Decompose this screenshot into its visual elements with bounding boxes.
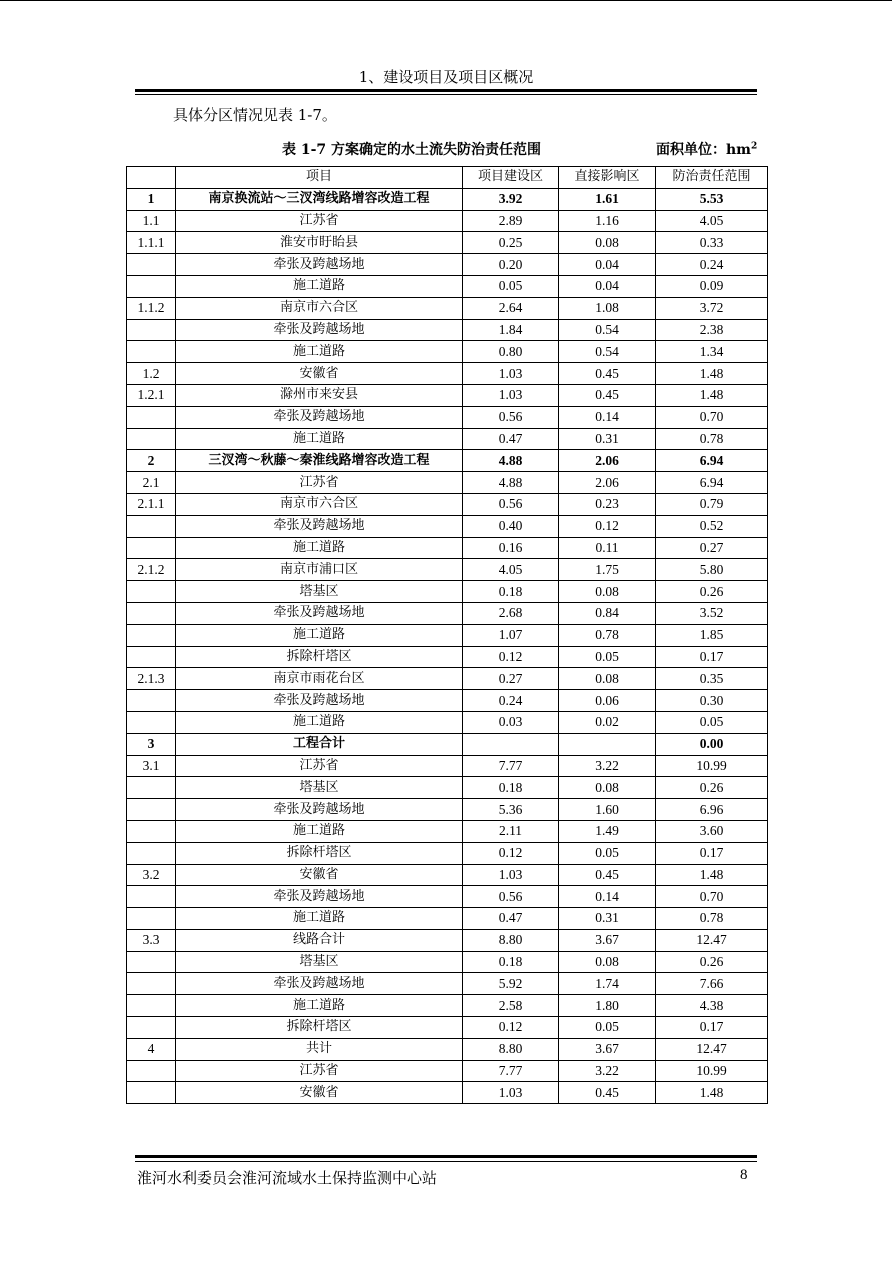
direct-impact-value: 0.54 [559,341,656,363]
table-body [127,188,768,1103]
construction-area-value: 2.89 [463,210,559,232]
header-rule-thin [135,94,757,95]
construction-area-value: 0.25 [463,232,559,254]
row-item-name: 线路合计 [176,929,463,951]
row-number [127,777,176,799]
construction-area-value: 0.18 [463,777,559,799]
responsibility-scope-value: 0.78 [656,428,768,450]
table-row [127,472,768,494]
row-number: 1.2 [127,363,176,385]
row-number: 2.1.3 [127,668,176,690]
direct-impact-value: 0.08 [559,951,656,973]
row-number [127,254,176,276]
table-row [127,755,768,777]
table-row [127,428,768,450]
row-item-name: 塔基区 [176,951,463,973]
responsibility-scope-value: 5.53 [656,188,768,210]
direct-impact-value: 0.12 [559,515,656,537]
table-row [127,929,768,951]
table-row [127,319,768,341]
construction-area-value: 0.24 [463,690,559,712]
row-number [127,973,176,995]
page-number: 8 [740,1167,748,1183]
construction-area-value: 2.64 [463,297,559,319]
col-header-item: 项目 [176,167,463,189]
direct-impact-value: 0.14 [559,886,656,908]
direct-impact-value: 3.67 [559,1038,656,1060]
row-item-name: 牵张及跨越场地 [176,973,463,995]
table-row [127,188,768,210]
direct-impact-value: 0.23 [559,493,656,515]
responsibility-scope-value: 12.47 [656,929,768,951]
direct-impact-value: 0.04 [559,275,656,297]
construction-area-value: 1.07 [463,624,559,646]
responsibility-scope-value: 12.47 [656,1038,768,1060]
table-row [127,384,768,406]
row-number [127,842,176,864]
responsibility-scope-value: 6.96 [656,799,768,821]
responsibility-scope-value: 4.05 [656,210,768,232]
row-number [127,908,176,930]
direct-impact-value: 2.06 [559,472,656,494]
table-header-row [127,167,768,189]
responsibility-scope-value: 3.60 [656,820,768,842]
row-item-name: 南京市浦口区 [176,559,463,581]
row-number [127,341,176,363]
direct-impact-value: 0.31 [559,908,656,930]
footer-rule-thick [135,1155,757,1158]
construction-area-value: 0.20 [463,254,559,276]
table-row [127,842,768,864]
construction-area-value: 5.36 [463,799,559,821]
table-row [127,799,768,821]
construction-area-value: 0.27 [463,668,559,690]
direct-impact-value: 1.80 [559,995,656,1017]
row-number: 2 [127,450,176,472]
row-item-name: 江苏省 [176,755,463,777]
direct-impact-value: 0.08 [559,668,656,690]
construction-area-value: 0.16 [463,537,559,559]
direct-impact-value: 3.67 [559,929,656,951]
construction-area-value: 0.40 [463,515,559,537]
direct-impact-value: 0.78 [559,624,656,646]
col-header-no [127,167,176,189]
responsibility-scope-value: 3.72 [656,297,768,319]
responsibility-scope-value: 1.85 [656,624,768,646]
table-row [127,493,768,515]
table-caption: 表 1-7 方案确定的水土流失防治责任范围 [282,142,542,158]
direct-impact-value: 0.05 [559,842,656,864]
construction-area-value: 2.11 [463,820,559,842]
direct-impact-value: 0.05 [559,646,656,668]
col-header-construction-area: 项目建设区 [463,167,559,189]
table-row [127,1082,768,1104]
row-item-name: 江苏省 [176,1060,463,1082]
construction-area-value: 1.03 [463,864,559,886]
table-row [127,450,768,472]
row-number: 3 [127,733,176,755]
construction-area-value: 7.77 [463,755,559,777]
direct-impact-value: 3.22 [559,755,656,777]
table-row [127,515,768,537]
table-row [127,1038,768,1060]
construction-area-value: 4.05 [463,559,559,581]
table-row [127,908,768,930]
responsibility-scope-value: 2.38 [656,319,768,341]
table-row [127,820,768,842]
direct-impact-value: 1.08 [559,297,656,319]
responsibility-scope-value: 0.35 [656,668,768,690]
construction-area-value: 1.03 [463,363,559,385]
construction-area-value: 0.05 [463,275,559,297]
responsibility-scope-value: 0.17 [656,842,768,864]
responsibility-scope-value: 0.26 [656,951,768,973]
row-item-name: 牵张及跨越场地 [176,799,463,821]
construction-area-value: 8.80 [463,929,559,951]
direct-impact-value: 0.11 [559,537,656,559]
row-item-name: 施工道路 [176,995,463,1017]
row-number: 1 [127,188,176,210]
page-header-title: 1、建设项目及项目区概况 [358,68,534,86]
row-item-name: 施工道路 [176,341,463,363]
page-top-border [0,0,892,1]
row-number: 4 [127,1038,176,1060]
row-item-name: 淮安市盱眙县 [176,232,463,254]
row-item-name: 拆除杆塔区 [176,842,463,864]
construction-area-value: 0.56 [463,406,559,428]
row-item-name: 施工道路 [176,711,463,733]
row-number: 1.1 [127,210,176,232]
direct-impact-value: 0.54 [559,319,656,341]
responsibility-scope-value: 0.26 [656,581,768,603]
direct-impact-value: 1.75 [559,559,656,581]
row-item-name: 塔基区 [176,777,463,799]
row-number [127,1060,176,1082]
table-row [127,777,768,799]
construction-area-value: 8.80 [463,1038,559,1060]
table-unit-label: 面积单位：hm [656,142,751,158]
table-row [127,733,768,755]
responsibility-scope-value: 0.52 [656,515,768,537]
construction-area-value: 5.92 [463,973,559,995]
row-item-name: 南京市六合区 [176,297,463,319]
row-number: 1.2.1 [127,384,176,406]
direct-impact-value: 0.02 [559,711,656,733]
row-number [127,799,176,821]
table-row [127,624,768,646]
row-number: 2.1.2 [127,559,176,581]
row-number [127,515,176,537]
responsibility-scope-value: 10.99 [656,755,768,777]
row-number [127,711,176,733]
table-row [127,363,768,385]
table-row [127,864,768,886]
direct-impact-value: 3.22 [559,1060,656,1082]
construction-area-value: 1.84 [463,319,559,341]
table-row [127,210,768,232]
row-number [127,690,176,712]
row-item-name: 施工道路 [176,820,463,842]
row-item-name: 拆除杆塔区 [176,1017,463,1039]
header-rule-thick [135,89,757,92]
row-item-name: 拆除杆塔区 [176,646,463,668]
direct-impact-value: 1.61 [559,188,656,210]
table-row [127,602,768,624]
responsibility-scope-value: 7.66 [656,973,768,995]
construction-area-value [463,733,559,755]
row-number [127,886,176,908]
row-number [127,319,176,341]
construction-area-value: 0.56 [463,493,559,515]
row-number: 3.1 [127,755,176,777]
construction-area-value: 1.03 [463,1082,559,1104]
table-unit-sup: 2 [751,141,758,152]
direct-impact-value: 0.45 [559,864,656,886]
responsibility-scope-value: 0.24 [656,254,768,276]
row-number [127,820,176,842]
direct-impact-value: 0.05 [559,1017,656,1039]
direct-impact-value: 0.84 [559,602,656,624]
table-row [127,1060,768,1082]
table-row [127,406,768,428]
row-item-name: 牵张及跨越场地 [176,602,463,624]
row-number [127,602,176,624]
construction-area-value: 2.58 [463,995,559,1017]
direct-impact-value: 0.45 [559,363,656,385]
construction-area-value: 0.47 [463,908,559,930]
responsibility-scope-value: 0.79 [656,493,768,515]
direct-impact-value: 1.74 [559,973,656,995]
direct-impact-value [559,733,656,755]
direct-impact-value: 2.06 [559,450,656,472]
row-item-name: 施工道路 [176,537,463,559]
direct-impact-value: 0.31 [559,428,656,450]
construction-area-value: 1.03 [463,384,559,406]
row-item-name: 牵张及跨越场地 [176,886,463,908]
row-item-name: 牵张及跨越场地 [176,515,463,537]
row-number [127,275,176,297]
responsibility-scope-value: 0.05 [656,711,768,733]
row-number [127,624,176,646]
table-row [127,254,768,276]
direct-impact-value: 0.45 [559,1082,656,1104]
row-item-name: 牵张及跨越场地 [176,319,463,341]
row-number [127,406,176,428]
row-item-name: 安徽省 [176,864,463,886]
row-item-name: 滁州市来安县 [176,384,463,406]
responsibility-scope-value: 0.33 [656,232,768,254]
row-item-name: 安徽省 [176,363,463,385]
table-row [127,646,768,668]
construction-area-value: 0.12 [463,1017,559,1039]
table-row [127,1017,768,1039]
direct-impact-value: 1.16 [559,210,656,232]
row-number: 2.1 [127,472,176,494]
row-number [127,646,176,668]
row-item-name: 江苏省 [176,472,463,494]
intro-text: 具体分区情况见表 1-7。 [173,106,337,124]
table-row [127,951,768,973]
table-row [127,275,768,297]
row-item-name: 江苏省 [176,210,463,232]
responsibility-scope-value: 0.00 [656,733,768,755]
row-number [127,995,176,1017]
row-number: 3.3 [127,929,176,951]
responsibility-scope-value: 6.94 [656,472,768,494]
table-row [127,232,768,254]
row-number [127,537,176,559]
responsibility-scope-value: 1.48 [656,1082,768,1104]
responsibility-scope-value: 1.48 [656,864,768,886]
col-header-direct-impact-area: 直接影响区 [559,167,656,189]
table-row [127,973,768,995]
row-number [127,581,176,603]
row-number [127,428,176,450]
table-row [127,559,768,581]
row-item-name: 牵张及跨越场地 [176,690,463,712]
row-item-name: 施工道路 [176,908,463,930]
row-item-name: 施工道路 [176,275,463,297]
responsibility-scope-value: 0.70 [656,886,768,908]
responsibility-scope-value: 10.99 [656,1060,768,1082]
row-item-name: 牵张及跨越场地 [176,406,463,428]
table-row [127,297,768,319]
row-number [127,1017,176,1039]
direct-impact-value: 0.45 [559,384,656,406]
construction-area-value: 0.80 [463,341,559,363]
responsibility-scope-value: 3.52 [656,602,768,624]
row-number: 3.2 [127,864,176,886]
table-row [127,690,768,712]
row-number: 1.1.1 [127,232,176,254]
construction-area-value: 0.18 [463,581,559,603]
responsibility-scope-value: 0.27 [656,537,768,559]
col-header-responsibility-scope: 防治责任范围 [656,167,768,189]
responsibility-scope-value: 1.34 [656,341,768,363]
row-number: 2.1.1 [127,493,176,515]
direct-impact-value: 1.60 [559,799,656,821]
row-item-name: 工程合计 [176,733,463,755]
row-item-name: 牵张及跨越场地 [176,254,463,276]
construction-area-value: 0.12 [463,646,559,668]
row-item-name: 施工道路 [176,624,463,646]
direct-impact-value: 1.49 [559,820,656,842]
responsibility-scope-value: 4.38 [656,995,768,1017]
responsibility-scope-value: 0.17 [656,1017,768,1039]
row-item-name: 南京市雨花台区 [176,668,463,690]
responsibility-scope-value: 1.48 [656,363,768,385]
row-item-name: 安徽省 [176,1082,463,1104]
responsibility-scope-value: 6.94 [656,450,768,472]
construction-area-value: 4.88 [463,450,559,472]
row-number [127,1082,176,1104]
table-row [127,711,768,733]
row-item-name: 塔基区 [176,581,463,603]
responsibility-scope-value: 0.26 [656,777,768,799]
row-number [127,951,176,973]
table-row [127,341,768,363]
direct-impact-value: 0.14 [559,406,656,428]
construction-area-value: 2.68 [463,602,559,624]
responsibility-scope-value: 0.30 [656,690,768,712]
responsibility-scope-value: 0.78 [656,908,768,930]
construction-area-value: 0.12 [463,842,559,864]
construction-area-value: 4.88 [463,472,559,494]
row-item-name: 南京市六合区 [176,493,463,515]
table-unit [656,139,757,159]
construction-area-value: 0.03 [463,711,559,733]
responsibility-scope-value: 0.09 [656,275,768,297]
table-row [127,886,768,908]
row-item-name: 共计 [176,1038,463,1060]
direct-impact-value: 0.08 [559,232,656,254]
footer-organization: 淮河水利委员会淮河流域水土保持监测中心站 [137,1169,438,1187]
responsibility-scope-value: 5.80 [656,559,768,581]
construction-area-value: 0.18 [463,951,559,973]
row-item-name: 施工道路 [176,428,463,450]
direct-impact-value: 0.08 [559,777,656,799]
direct-impact-value: 0.08 [559,581,656,603]
table-row [127,581,768,603]
responsibility-scope-value: 1.48 [656,384,768,406]
responsibility-scope-value: 0.70 [656,406,768,428]
footer-rule-thin [135,1161,757,1162]
row-number: 1.1.2 [127,297,176,319]
table-row [127,668,768,690]
direct-impact-value: 0.04 [559,254,656,276]
direct-impact-value: 0.06 [559,690,656,712]
responsibility-scope-value: 0.17 [656,646,768,668]
table-row [127,537,768,559]
table-row [127,995,768,1017]
row-item-name: 三汊湾～秋藤～秦淮线路增容改造工程 [176,450,463,472]
construction-area-value: 3.92 [463,188,559,210]
construction-area-value: 0.56 [463,886,559,908]
construction-area-value: 7.77 [463,1060,559,1082]
responsibility-table [126,166,768,1104]
row-item-name: 南京换流站～三汊湾线路增容改造工程 [176,188,463,210]
construction-area-value: 0.47 [463,428,559,450]
